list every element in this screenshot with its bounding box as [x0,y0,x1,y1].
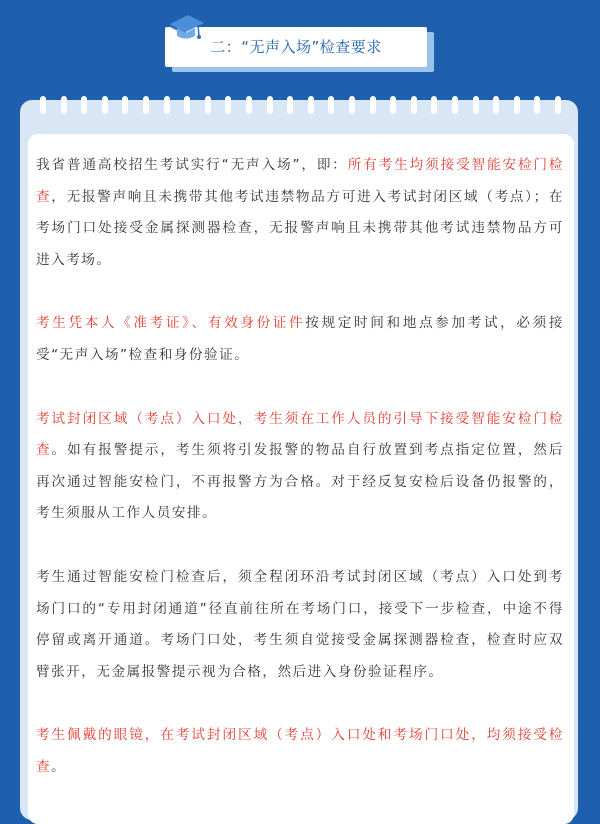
body-text: 按规定时间和地点参加考试，必须接受“无声入场”检查和身份验证。 [36,315,565,363]
notebook-ring [61,96,67,114]
body-text: 考生通过智能安检门检查后，须全程闭环沿考试封闭区域（考点）入口处到考场门口的“专用封闭通道”径直前往所在考场门口，接受下一步检查，中途不得停留或离开通道。考场门口处，考生须自觉接受金属探测器检查，检查时应双臂张开，无金属报警提示视为合格，然后进入身份验证程序。 [36,568,564,680]
notebook-ring [349,96,355,114]
notebook-ring [308,96,314,114]
highlighted-text: 考试封闭区域（考点）入口处，考生须在工作人员的引导下接受智能安检门检查 [36,410,564,459]
paragraph [36,720,564,783]
notebook-ring [493,96,499,114]
notebook-ring [534,96,540,114]
notebook-ring [452,96,458,114]
body-text: ，无报警声响且未携带其他考试违禁物品方可进入考试封闭区域（考点）；在考场门口处接受金属探测器检查，无报警声响且未携带其他考试违禁物品方可进入考场。 [36,188,565,268]
body-text: 我省普通高校招生考试实行“无声入场”，即： [36,157,348,173]
notebook-ring [473,96,479,114]
notebook-ring [390,96,396,114]
highlighted-text: 考生佩戴的眼镜，在考试封闭区域（考点）入口处和考场门口处，均须接受检查 [36,727,564,775]
notebook-ring [267,96,273,114]
notebook-ring [81,96,87,114]
notebook-ring [431,96,437,114]
notebook-ring [164,96,170,114]
notebook-ring [122,96,128,114]
paragraph [36,150,564,276]
notebook-ring [184,96,190,114]
notebook-ring [555,96,561,114]
notebook-ring [328,96,334,114]
notebook-ring [514,96,520,114]
notebook-ring [102,96,108,114]
notebook-ring [411,96,417,114]
notebook-ring [370,96,376,114]
paragraph [36,562,564,688]
highlighted-text: 考生凭本人《准考证》、有效身份证件 [36,315,306,332]
graduation-cap-icon [168,10,206,44]
body-text: 。 [51,758,67,775]
notice-body [36,150,564,816]
body-text: 。如有报警提示，考生须将引发报警的物品自行放置到考点指定位置，然后再次通过智能安检门，不再报警方为合格。对于经反复安检后设备仍报警的，考生须服从工作人员安排。 [36,442,565,522]
notebook-ring [143,96,149,114]
notebook-ring [205,96,211,114]
notebook-ring [40,96,46,114]
notebook-ring [287,96,293,114]
highlighted-text: 所有考生均须接受智能安检门检查 [36,157,564,205]
paragraph [36,308,564,371]
section-title: 二：“无声入场”检查要求 [210,38,382,56]
notebook-ring [246,96,252,114]
paragraph [36,404,564,530]
notebook-ring [225,96,231,114]
